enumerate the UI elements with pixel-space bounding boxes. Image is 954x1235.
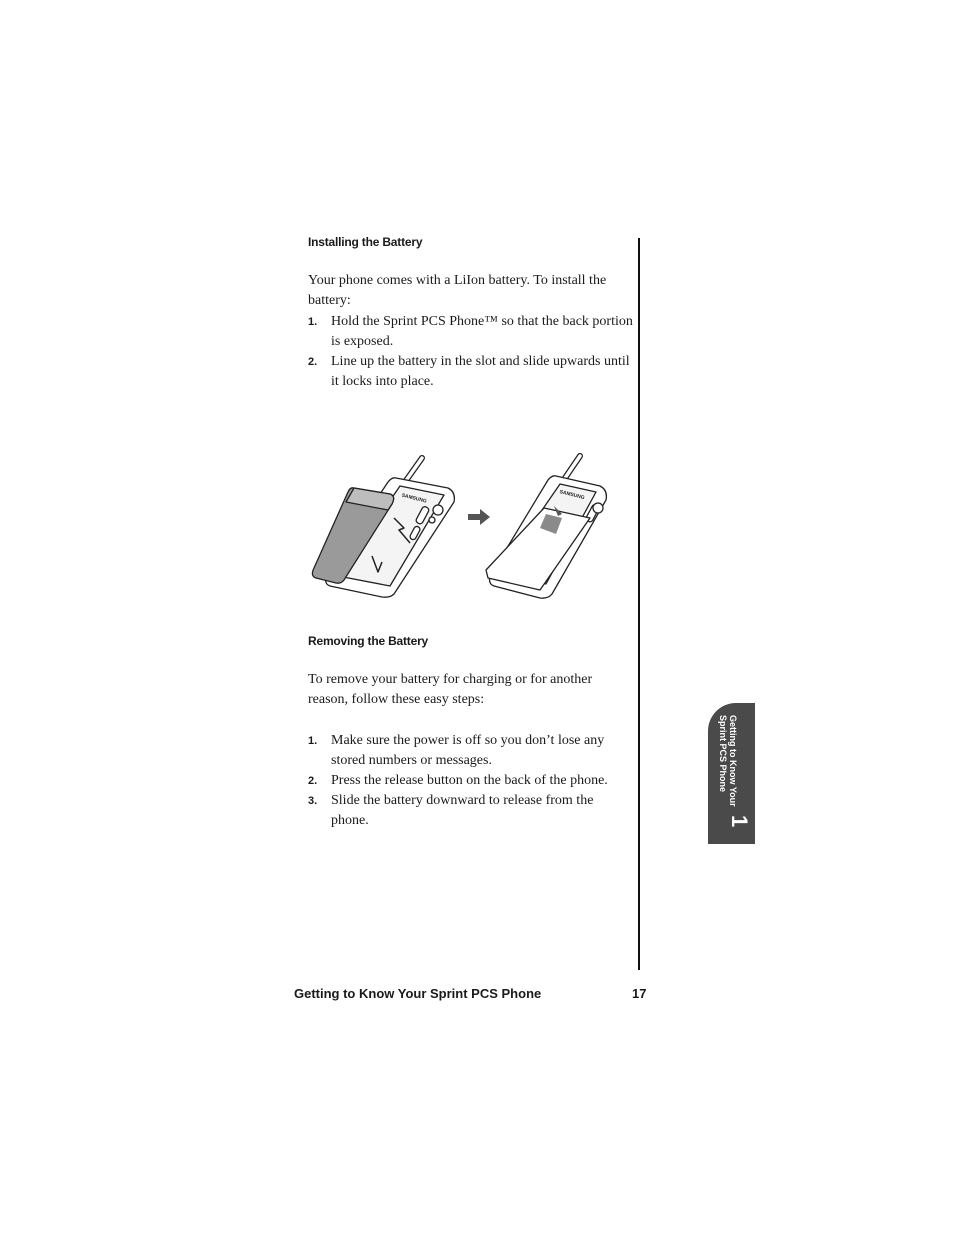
installing-intro: Your phone comes with a LiIon battery. To install the battery:: [308, 273, 607, 308]
phone-back-with-battery-icon: [312, 458, 454, 597]
step-text: Make sure the power is off so you don’t lose any stored numbers or messages.: [331, 733, 605, 768]
step-text: Slide the battery downward to release from the phone.: [331, 793, 594, 828]
list-item: [308, 352, 634, 392]
step-number: 1.: [308, 316, 318, 328]
chapter-tab-line: Getting to Know Your: [728, 715, 738, 807]
step-text: Hold the Sprint PCS Phone™ so that the back portion is exposed.: [331, 314, 633, 349]
list-item: [308, 312, 634, 352]
removing-intro: To remove your battery for charging or for another reason, follow these easy steps:: [308, 672, 593, 707]
step-number: 1.: [308, 735, 318, 747]
footer-chapter-title: Getting to Know Your Sprint PCS Phone: [294, 986, 542, 1001]
removing-steps: [308, 731, 634, 831]
list-item: [308, 771, 634, 791]
section-heading-installing: Installing the Battery: [308, 235, 423, 249]
battery-installation-illustration: [308, 448, 618, 608]
margin-rule: [638, 238, 640, 970]
chapter-tab: [708, 703, 755, 844]
brand-label: SAMSUNG: [400, 492, 428, 505]
page-number: 17: [632, 986, 647, 1001]
chapter-tab-line: Sprint PCS Phone: [718, 715, 728, 793]
arrow-right-icon: [468, 509, 490, 525]
brand-label: SAMSUNG: [558, 489, 586, 502]
chapter-tab-title: [718, 715, 738, 807]
step-text: Line up the battery in the slot and slide upwards until it locks into place.: [331, 354, 630, 389]
list-item: [308, 731, 634, 771]
step-number: 2.: [308, 356, 318, 368]
chapter-number: 1: [727, 815, 752, 828]
installing-steps: [308, 312, 634, 392]
section-heading-removing: Removing the Battery: [308, 634, 429, 648]
list-item: [308, 791, 634, 831]
step-number: 3.: [308, 795, 318, 807]
step-text: Press the release button on the back of the phone.: [331, 773, 608, 788]
step-number: 2.: [308, 775, 318, 787]
phone-back-battery-installed-icon: [486, 456, 606, 598]
